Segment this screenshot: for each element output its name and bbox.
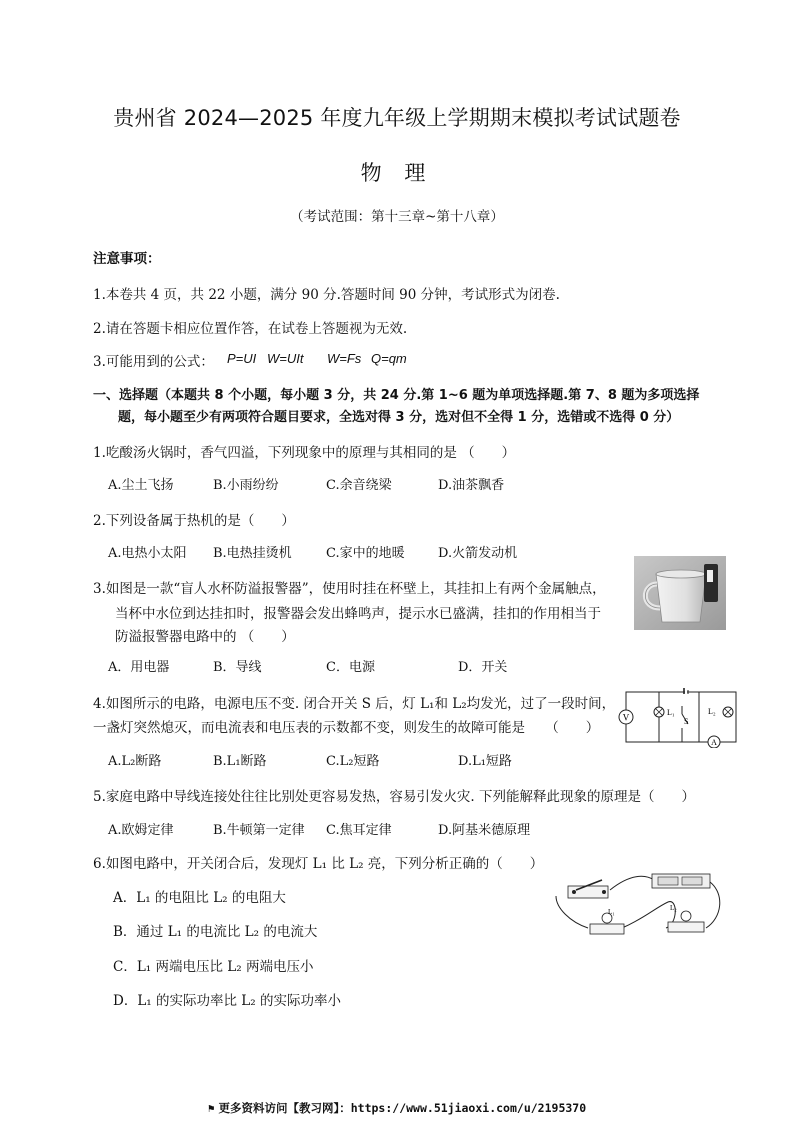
question-2-stem: 2.下列设备属于热机的是（ ） [93, 513, 295, 529]
question-5-stem: 5.家庭电路中导线连接处往往比别处更容易发热，容易引发火灾. 下列能解释此现象的原理是（ ） [93, 789, 695, 805]
question-2-option-d: D.火箭发动机 [438, 546, 518, 561]
question-3-option-c: C．电源 [326, 660, 375, 675]
notice-heading: 注意事项： [93, 251, 161, 267]
question-1-option-c: C.余音绕梁 [326, 478, 392, 493]
notice-item-2: 2.请在答题卡相应位置作答，在试卷上答题视为无效. [93, 321, 408, 337]
q6-lamp-l2-label: L₂ [670, 904, 677, 912]
footer-text[interactable]: 更多资料访问【教习网】：https://www.51jiaoxi.com/u/2195370 [218, 1101, 587, 1115]
question-5-option-d: D.阿基米德原理 [438, 823, 531, 838]
question-3-option-a: A．用电器 [108, 660, 170, 675]
q6-circuit-figure [550, 868, 730, 940]
cup-alarm-photo [634, 556, 726, 630]
question-2-option-c: C.家中的地暖 [326, 546, 405, 561]
question-5-option-a: A.欧姆定律 [108, 823, 174, 838]
question-6-option-b: B．通过 L₁ 的电流比 L₂ 的电流大 [113, 924, 318, 940]
lamp-l1-label: L₁ [667, 708, 675, 717]
lamp-l2-label: L₂ [708, 707, 716, 716]
question-3-stem-line-2: 当杯中水位到达挂扣时，报警器会发出蜂鸣声，提示水已盛满，挂扣的作用相当于 [115, 606, 601, 622]
question-1-option-b: B.小雨纷纷 [213, 478, 279, 493]
section-1-heading-cont: 题，每小题至少有两项符合题目要求，全选对得 3 分，选对但不全得 1 分，选错或不选得 0 分） [118, 410, 680, 425]
footer-link-line[interactable] [0, 1100, 794, 1116]
question-1-option-d: D.油茶飘香 [438, 478, 505, 493]
question-4-option-b: B.L₁断路 [213, 754, 267, 769]
formula-heat: Q=qm [371, 351, 407, 366]
formula-power: P=UI [227, 351, 257, 366]
formula-work-electric: W=UIt [267, 351, 304, 366]
question-6-stem: 6.如图电路中，开关闭合后，发现灯 L₁ 比 L₂ 亮，下列分析正确的（ ） [93, 856, 544, 872]
q6-lamp-l1-label: L₁ [608, 908, 615, 916]
section-1-heading: 一、选择题（本题共 8 个小题，每小题 3 分，共 24 分.第 1~6 题为单项选择题.第 7、8 题为多项选择 [93, 388, 700, 403]
question-3-stem-line-3: 防溢报警器电路中的 （ ） [115, 629, 295, 645]
question-1-stem: 1.吃酸汤火锅时，香气四溢，下列现象中的原理与其相同的是 （ ） [93, 445, 516, 461]
question-6-option-d: D．L₁ 的实际功率比 L₂ 的实际功率小 [113, 993, 341, 1009]
question-2-option-a: A.电热小太阳 [108, 546, 187, 561]
question-6-option-c: C．L₁ 两端电压比 L₂ 两端电压小 [113, 959, 314, 975]
exam-title: 贵州省 2024—2025 年度九年级上学期期末模拟考试试题卷 [113, 106, 681, 130]
question-3-option-b: B．导线 [213, 660, 262, 675]
question-5-option-b: B.牛顿第一定律 [213, 823, 305, 838]
question-5-option-c: C.焦耳定律 [326, 823, 392, 838]
voltmeter-label: V [622, 712, 630, 723]
question-4-stem-line-2: 一盏灯突然熄灭，而电流表和电压表的示数都不变，则发生的故障可能是 （ ） [93, 720, 600, 736]
subject-title: 物 理 [360, 161, 434, 185]
q4-circuit-diagram [614, 684, 744, 748]
switch-s-label: S [684, 717, 689, 726]
exam-scope: （考试范围：第十三章~第十八章） [290, 209, 504, 225]
question-4-stem-line-1: 4.如图所示的电路，电源电压不变. 闭合开关 S 后，灯 L₁和 L₂均发光，过了一段时间， [93, 696, 616, 712]
notice-item-3: 3.可能用到的公式： [93, 354, 214, 370]
question-6-option-a: A．L₁ 的电阻比 L₂ 的电阻大 [113, 890, 286, 906]
question-1-option-a: A.尘土飞扬 [108, 478, 174, 493]
question-4-option-d: D.L₁短路 [458, 754, 512, 769]
question-4-option-c: C.L₂短路 [326, 754, 380, 769]
question-3-option-d: D．开关 [458, 660, 508, 675]
question-4-option-a: A.L₂断路 [108, 754, 162, 769]
question-3-stem-line-1: 3.如图是一款“盲人水杯防溢报警器”，使用时挂在杯壁上，其挂扣上有两个金属触点， [93, 581, 606, 597]
question-2-option-b: B.电热挂烫机 [213, 546, 292, 561]
formula-work-mechanical: W=Fs [327, 351, 362, 366]
ammeter-label: A [711, 738, 717, 747]
notice-item-1: 1.本卷共 4 页，共 22 小题，满分 90 分.答题时间 90 分钟，考试形式为闭卷. [93, 287, 560, 303]
flag-icon: ⚑ [207, 1102, 215, 1115]
